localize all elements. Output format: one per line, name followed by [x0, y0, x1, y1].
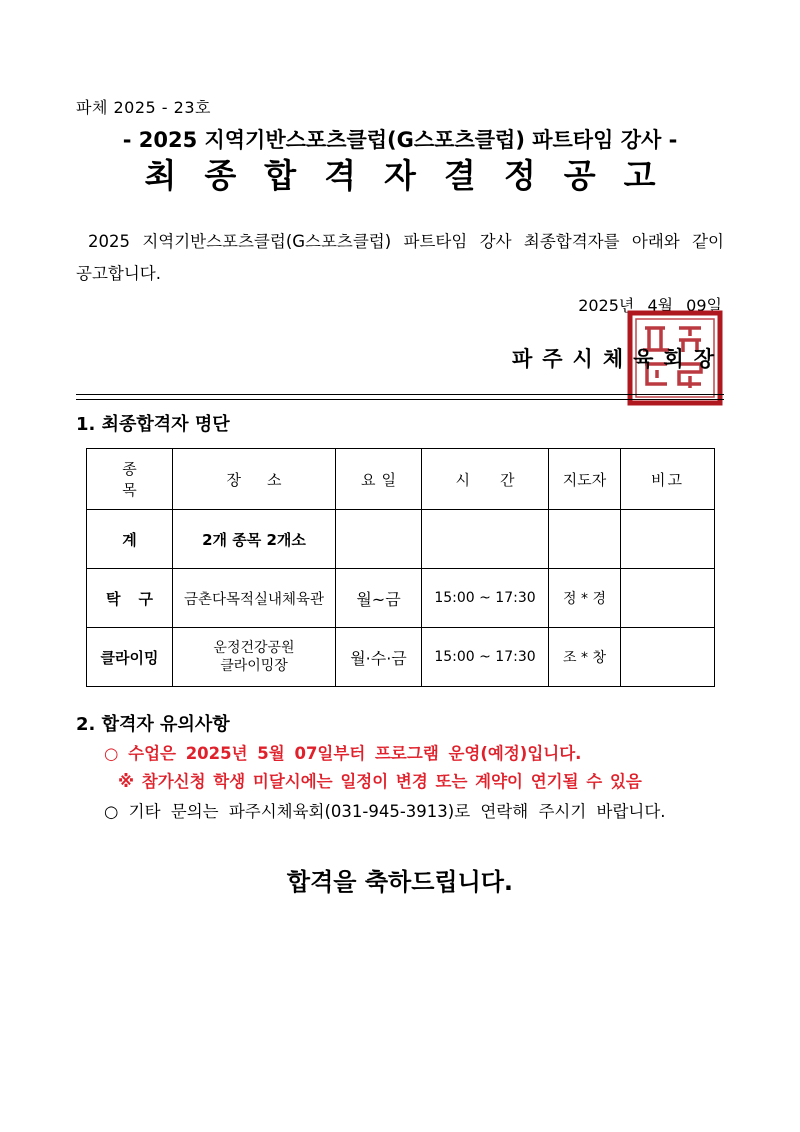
header-sport: 종목 — [87, 449, 173, 510]
row-note — [621, 569, 715, 628]
table-total-row — [87, 510, 715, 569]
total-day — [336, 510, 422, 569]
total-time — [422, 510, 549, 569]
row-sport: 탁구 — [87, 569, 173, 628]
total-note — [621, 510, 715, 569]
total-leader — [549, 510, 621, 569]
row-sport: 클라이밍 — [87, 628, 173, 687]
organization-name: 파주시체육회장 — [511, 347, 724, 371]
total-place: 2개 종목 2개소 — [173, 510, 336, 569]
total-label: 계 — [87, 510, 173, 569]
divider-line — [76, 399, 724, 400]
table-row — [87, 569, 715, 628]
announcement-date: 2025년 4월 09일 — [578, 296, 722, 315]
notice-warning: ※ 참가신청 학생 미달시에는 일정이 변경 또는 계약이 연기될 수 있음 — [118, 772, 642, 791]
row-place: 운정건강공원 클라이밍장 — [173, 628, 336, 687]
closing-message: 합격을 축하드립니다. — [286, 868, 514, 896]
notice-item: ○ 기타 문의는 파주시체육회(031-945-3913)로 연락해 주시기 바랍니다. — [104, 802, 666, 821]
header-day: 요일 — [336, 449, 422, 510]
header-place: 장소 — [173, 449, 336, 510]
row-note — [621, 628, 715, 687]
table-row — [87, 628, 715, 687]
row-place: 금촌다목적실내체육관 — [173, 569, 336, 628]
results-table — [86, 448, 715, 687]
header-leader: 지도자 — [549, 449, 621, 510]
section1-title: 1. 최종합격자 명단 — [76, 414, 230, 435]
section2-title: 2. 합격자 유의사항 — [76, 714, 230, 735]
header-note: 비고 — [621, 449, 715, 510]
row-leader: 조 * 창 — [549, 628, 621, 687]
document-subtitle: - 2025 지역기반스포츠클럽(G스포츠클럽) 파트타임 강사 - — [122, 128, 678, 152]
row-time: 15:00 ~ 17:30 — [422, 628, 549, 687]
row-day: 월~금 — [336, 569, 422, 628]
table-header-row — [87, 449, 715, 510]
notice-item: ○ 수업은 2025년 5월 07일부터 프로그램 운영(예정)입니다. — [104, 744, 582, 763]
header-time: 시간 — [422, 449, 549, 510]
intro-paragraph: 2025 지역기반스포츠클럽(G스포츠클럽) 파트타임 강사 최종합격자를 아래와 같이 공고합니다. — [76, 232, 724, 283]
row-time: 15:00 ~ 17:30 — [422, 569, 549, 628]
document-title: 최종합격자결정공고 — [144, 156, 684, 195]
row-day: 월·수·금 — [336, 628, 422, 687]
row-leader: 정 * 경 — [549, 569, 621, 628]
document-number: 파체 2025 - 23호 — [76, 98, 211, 117]
divider-line — [76, 394, 724, 395]
